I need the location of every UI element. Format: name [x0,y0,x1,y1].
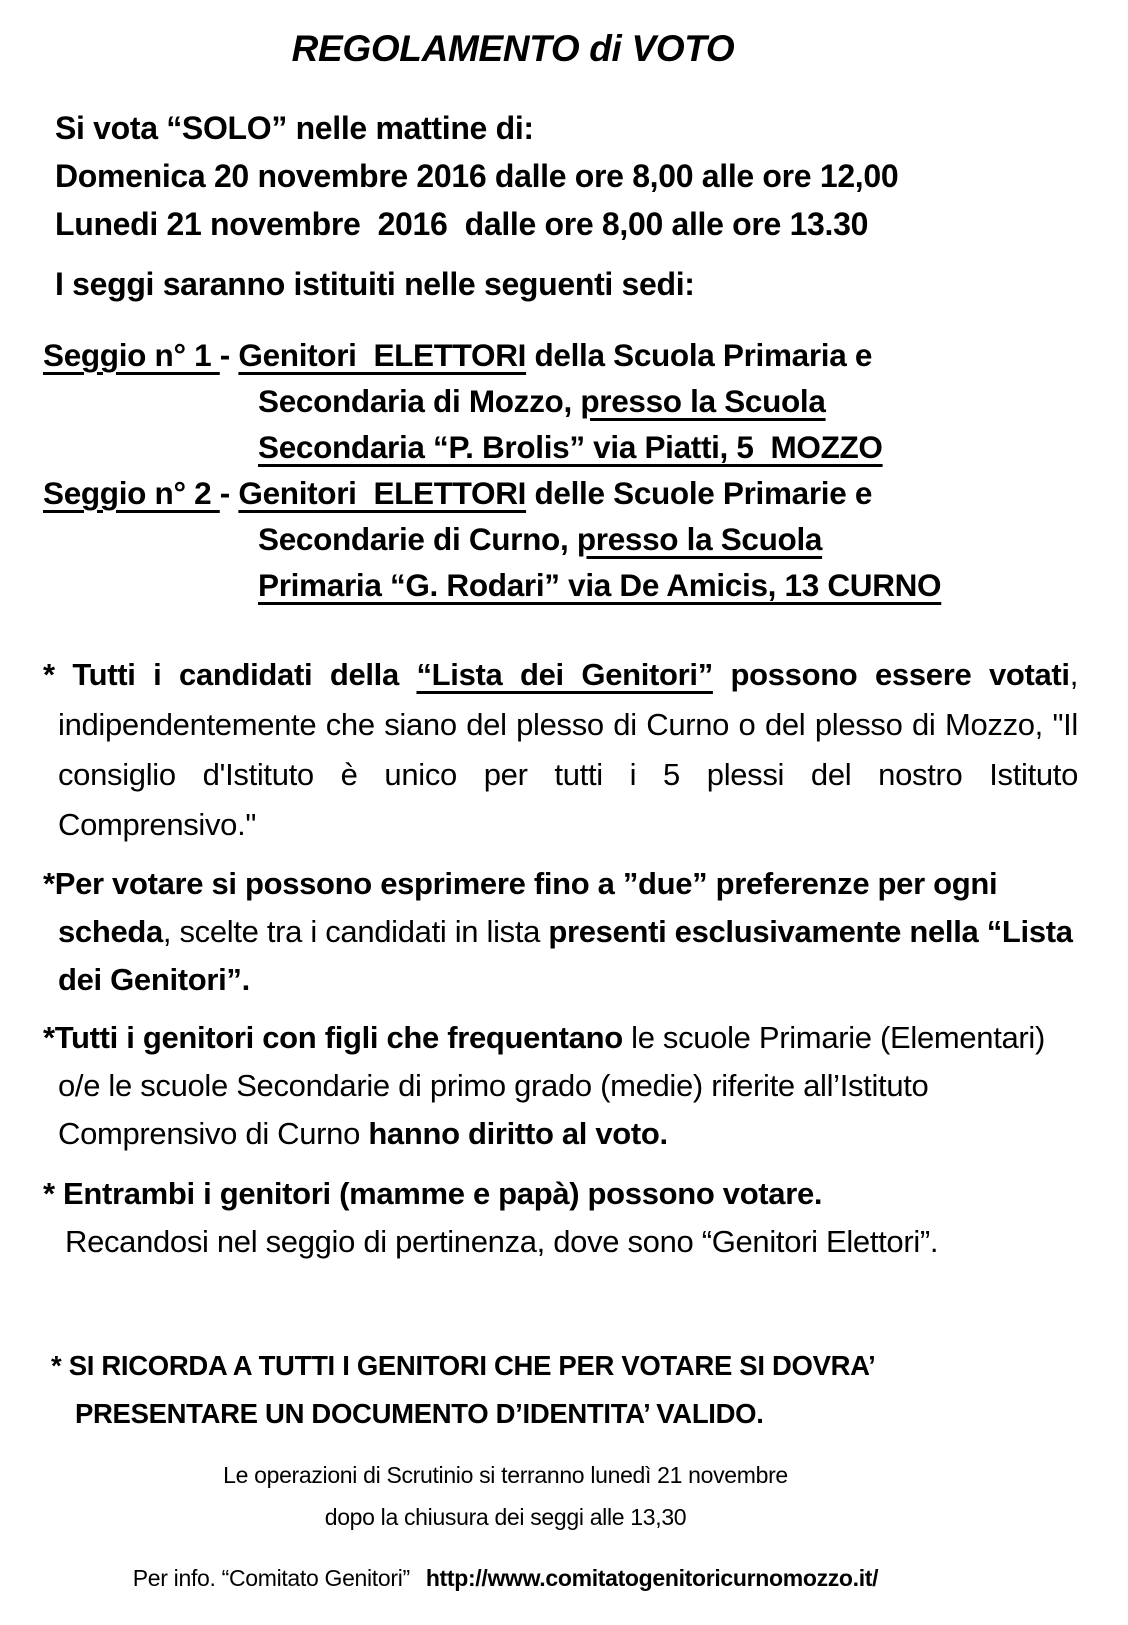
rule-eligibility-bold-after: hanno diritto al voto. [368,1116,668,1151]
seggio-2-line-2 [258,516,1078,562]
rule-candidates-bold-after: possono essere votati [712,657,1070,692]
contact-info [43,1562,1078,1594]
polling-stations-heading: I seggi saranno istituiti nelle seguenti sedi: [55,266,695,302]
scrutiny-notice-line-1: Le operazioni di Scrutinio si terranno lunedì 21 novembre [223,1462,788,1488]
rule-eligibility [43,1014,1078,1158]
rule-candidates-bold-intro: * Tutti i candidati della [43,657,417,692]
seggio-1-line-2 [258,378,1078,424]
document-title: REGOLAMENTO di VOTO [291,28,735,69]
rule-both-parents-statement: * Entrambi i genitori (mamme e papà) possono votare. [43,1176,823,1211]
seggio-2-address: Primaria “G. Rodari” via De Amicis, 13 CURNO [258,567,942,603]
rule-preferences-regular: , scelte tra i candidati in lista [162,914,549,949]
seggio-1-address: Secondaria “P. Brolis” via Piatti, 5 MOZZO [258,429,883,465]
seggio-2-line-1 [43,470,1078,516]
seggio-2-line-3 [258,562,1078,608]
voting-schedule-monday: Lunedi 21 novembre 2016 dalle ore 8,00 alle ore 13.30 [55,206,869,242]
seggio-2-label: Seggio n° 2 [43,475,220,511]
seggio-1-label: Seggio n° 1 [43,337,220,373]
scrutiny-notice [43,1454,1078,1538]
seggio-1-schools: della Scuola Primaria e [526,337,873,373]
rule-id-required [43,1342,1078,1438]
seggio-1-location-plain: Secondaria di Mozzo, [258,383,581,419]
rule-both-parents [43,1170,1078,1266]
rule-eligibility-bold-intro: *Tutti i genitori con figli che frequentano [43,1020,623,1055]
rule-preferences-bold-intro: *Per votare si possono esprimere fino a ”due” preferenze per ogni scheda [43,866,998,949]
seggio-1-line-3 [258,424,1078,470]
rule-candidates-list-name: “Lista dei Genitori” [416,657,713,692]
rule-id-required-line-1: * SI RICORDA A TUTTI I GENITORI CHE PER VOTARE SI DOVRA’ [51,1350,876,1381]
rule-preferences-bold-after: presenti esclusivamente nella “Lista dei Genitori”. [58,914,1073,997]
rule-candidates [43,650,1078,850]
rule-id-required-line-2: PRESENTARE UN DOCUMENTO D’IDENTITA’ VALIDO. [75,1398,764,1429]
seggio-2-location-plain: Secondarie di Curno, [258,521,577,557]
seggio-2-schools: delle Scuole Primarie e [526,475,873,511]
rule-preferences [43,860,1078,1004]
seggio-2-electors: Genitori ELETTORI [238,475,527,511]
seggio-1-location-underlined: presso la Scuola [580,383,826,419]
scrutiny-notice-line-2: dopo la chiusura dei seggi alle 13,30 [324,1504,687,1530]
voting-schedule [43,104,1078,248]
voting-schedule-intro: Si vota “SOLO” nelle mattine di: [55,110,534,146]
rule-candidates-regular: , indipendentemente che siano del plesso di Curno o del plesso di Mozzo, "Il consiglio d'Istituto è unico per tutti i 5 plessi del nostro Istituto Comprensivo." [58,657,1079,842]
rule-both-parents-detail: Recandosi nel seggio di pertinenza, dove sono “Genitori Elettori”. [65,1224,939,1259]
voting-schedule-sunday: Domenica 20 novembre 2016 dalle ore 8,00 alle ore 12,00 [55,158,899,194]
seggio-1-line-1 [43,332,1078,378]
contact-info-label: Per info. “Comitato Genitori” [132,1565,410,1591]
seggio-1-separator: - [219,337,239,373]
seggio-2-separator: - [219,475,239,511]
seggio-2-location-underlined: presso la Scuola [576,521,823,557]
rule-eligibility-regular: le scuole Primarie (Elementari) o/e le scuole Secondarie di primo grado (medie) riferite all’Istituto Comprensivo di Curno [58,1020,1045,1151]
polling-stations-list [43,332,1078,608]
contact-info-url: http://www.comitatogenitoricurnomozzo.it/ [425,1565,879,1591]
seggio-1-electors: Genitori ELETTORI [238,337,527,373]
